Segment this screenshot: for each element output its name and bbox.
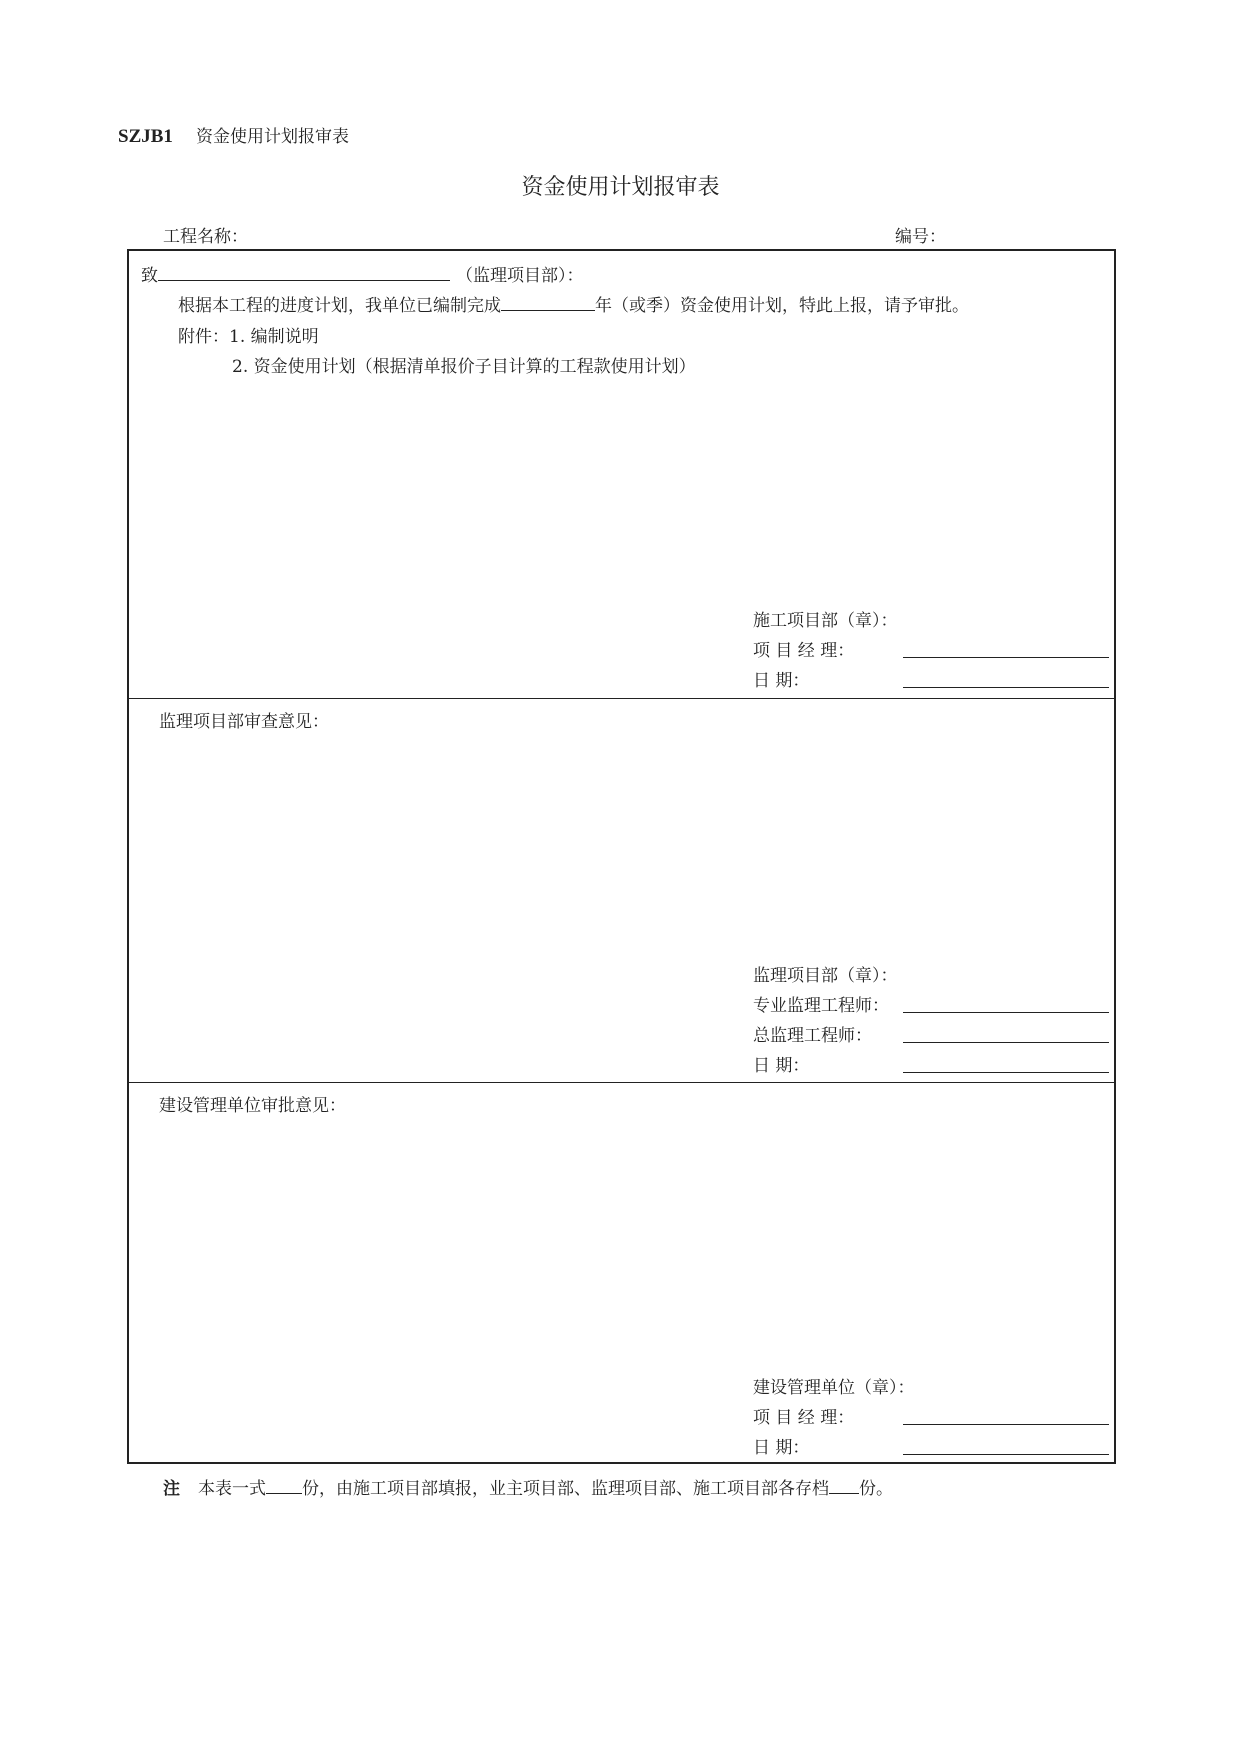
attachments-line: [178, 322, 319, 347]
owner-approval-heading: 建设管理单位审批意见：: [159, 1096, 346, 1116]
project-manager-field[interactable]: [903, 657, 1109, 658]
project-manager-label: 项 目 经 理：: [753, 641, 855, 661]
note-label: 注: [163, 1479, 180, 1499]
form-code-line: [118, 122, 349, 148]
number-label: 编号：: [895, 227, 946, 247]
archive-copies-field[interactable]: [829, 1492, 859, 1494]
addressee-field[interactable]: [158, 279, 450, 281]
date-label: 日 期：: [753, 671, 810, 691]
footer-note: [163, 1474, 893, 1499]
attachment-1: 1. 编制说明: [229, 327, 319, 347]
copies-field[interactable]: [266, 1492, 302, 1494]
chief-engineer-field[interactable]: [903, 1042, 1109, 1043]
submission-text: [178, 291, 969, 316]
year-field[interactable]: [501, 309, 595, 311]
date-label: 日 期：: [753, 1056, 810, 1076]
section-divider: [129, 1082, 1114, 1083]
specialist-engineer-label: 专业监理工程师：: [753, 996, 889, 1016]
project-manager-label: 项 目 经 理：: [753, 1408, 855, 1428]
form-code: SZJB1: [118, 126, 173, 147]
chief-engineer-label: 总监理工程师：: [753, 1026, 872, 1046]
project-manager-field[interactable]: [903, 1424, 1109, 1425]
date-field[interactable]: [903, 687, 1109, 688]
note-before: 本表一式: [198, 1479, 266, 1499]
note-middle: 份，由施工项目部填报，业主项目部、监理项目部、施工项目部各存档: [302, 1479, 829, 1499]
date-label: 日 期：: [753, 1438, 810, 1458]
body-after: 年（或季）资金使用计划，特此上报，请予审批。: [595, 296, 969, 316]
date-field[interactable]: [903, 1454, 1109, 1455]
specialist-engineer-field[interactable]: [903, 1012, 1109, 1013]
to-prefix: 致: [141, 266, 158, 286]
project-name-label: 工程名称：: [163, 227, 248, 247]
owner-seal-label: 建设管理单位（章）：: [753, 1378, 915, 1398]
attachment-2: 2. 资金使用计划（根据清单报价子目计算的工程款使用计划）: [232, 357, 696, 377]
to-suffix: （监理项目部）：: [456, 266, 584, 286]
construction-seal-label: 施工项目部（章）：: [753, 611, 898, 631]
supervision-seal-label: 监理项目部（章）：: [753, 966, 898, 986]
attachments-label: 附件：: [178, 327, 229, 347]
section-divider: [129, 698, 1114, 699]
page-title: 资金使用计划报审表: [521, 175, 720, 200]
form-caption: 资金使用计划报审表: [196, 127, 350, 147]
addressee-line: [141, 261, 584, 286]
date-field[interactable]: [903, 1072, 1109, 1073]
body-before: 根据本工程的进度计划，我单位已编制完成: [178, 296, 501, 316]
note-after: 份。: [859, 1479, 893, 1499]
supervision-review-heading: 监理项目部审查意见：: [159, 712, 329, 732]
form-table: [127, 249, 1116, 1464]
